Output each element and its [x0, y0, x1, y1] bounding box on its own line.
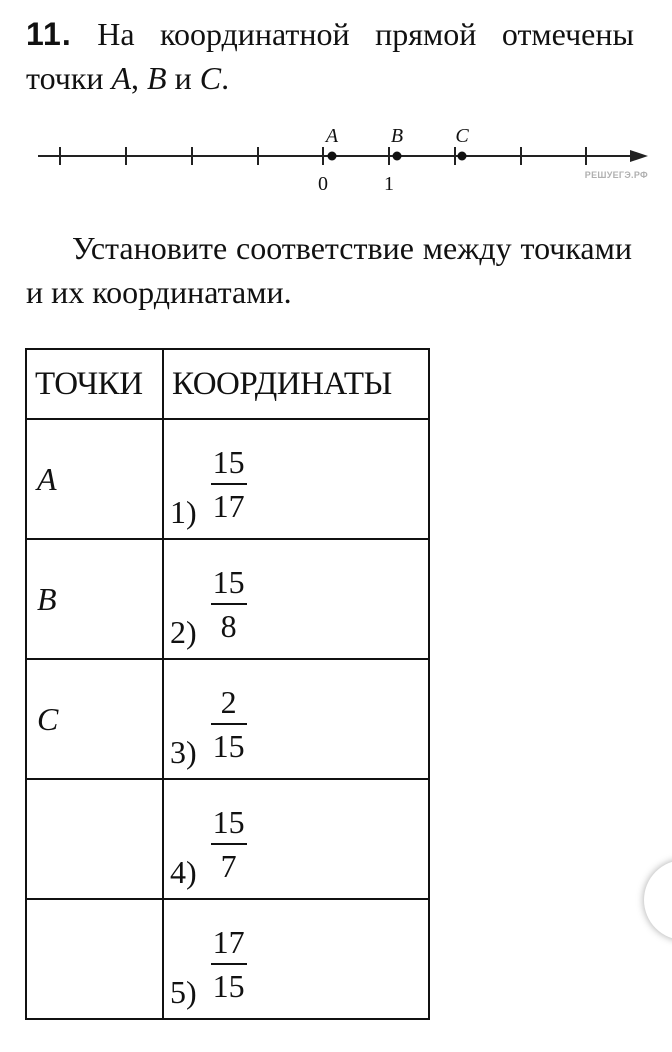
point-cell: B [26, 539, 163, 659]
table-header-row [26, 349, 429, 419]
fraction [211, 444, 247, 538]
fraction-bar [211, 603, 247, 605]
point-b-dot [393, 152, 402, 161]
coordinate-option [164, 780, 428, 898]
fraction-denominator: 17 [212, 488, 245, 524]
option-number: 4) [170, 854, 197, 890]
option-number: 1) [170, 494, 197, 530]
fraction-bar [211, 483, 247, 485]
fraction-numerator: 15 [212, 564, 245, 600]
point-c-label: C [455, 125, 469, 147]
coordinate-option [164, 420, 428, 538]
header-coordinates: КООРДИНАТЫ [163, 349, 429, 419]
task-intro-text: На координатной прямой отмечены точки [26, 16, 635, 96]
coordinate-cell [163, 539, 429, 659]
number-line-arrow [630, 150, 648, 162]
fraction-numerator: 2 [220, 684, 237, 720]
point-b-label: B [390, 125, 404, 147]
coordinate-option [164, 900, 428, 1018]
fraction-numerator: 15 [212, 444, 245, 480]
fraction-numerator: 15 [212, 804, 245, 840]
fraction-bar [211, 723, 247, 725]
fraction-denominator: 8 [220, 608, 237, 644]
tick-label-zero: 0 [318, 173, 328, 195]
comma: , [131, 60, 140, 96]
fraction [211, 924, 247, 1018]
coordinate-cell [163, 419, 429, 539]
tick-label-one: 1 [384, 173, 394, 195]
table-row [26, 659, 429, 779]
task-number: 11. [26, 16, 72, 52]
fraction-bar [211, 963, 247, 965]
point-cell [26, 899, 163, 1019]
point-cell [26, 779, 163, 899]
coordinate-cell [163, 659, 429, 779]
table-row [26, 779, 429, 899]
coordinate-cell [163, 779, 429, 899]
period: . [221, 60, 230, 96]
coordinate-option [164, 540, 428, 658]
point-a-dot [328, 152, 337, 161]
point-cell: C [26, 659, 163, 779]
table-row [26, 899, 429, 1019]
point-a-label: A [325, 125, 339, 147]
number-line-figure [34, 120, 654, 196]
fraction-denominator: 15 [212, 728, 245, 764]
fraction-denominator: 7 [220, 848, 237, 884]
option-number: 3) [170, 734, 197, 770]
fraction [211, 804, 247, 898]
matching-table [25, 348, 430, 1020]
fraction [211, 684, 247, 778]
option-number: 2) [170, 614, 197, 650]
fraction [211, 564, 247, 658]
fraction-numerator: 17 [212, 924, 245, 960]
floating-scroll-button[interactable] [644, 860, 672, 940]
point-cell: A [26, 419, 163, 539]
table-row [26, 419, 429, 539]
point-a-ref: A [111, 60, 132, 96]
coordinate-cell [163, 899, 429, 1019]
instruction-text: Установите соответствие между точками и их координатами. [26, 230, 632, 310]
watermark: РЕШУЕГЭ.РФ [584, 170, 648, 180]
and-word: и [174, 60, 192, 96]
table-row [26, 539, 429, 659]
point-b-ref: B [147, 60, 167, 96]
task-statement [26, 12, 634, 100]
point-c-ref: C [199, 60, 222, 96]
fraction-denominator: 15 [212, 968, 245, 1004]
fraction-bar [211, 843, 247, 845]
header-points: ТОЧКИ [26, 349, 163, 419]
coordinate-option [164, 660, 428, 778]
point-c-dot [458, 152, 467, 161]
option-number: 5) [170, 974, 197, 1010]
